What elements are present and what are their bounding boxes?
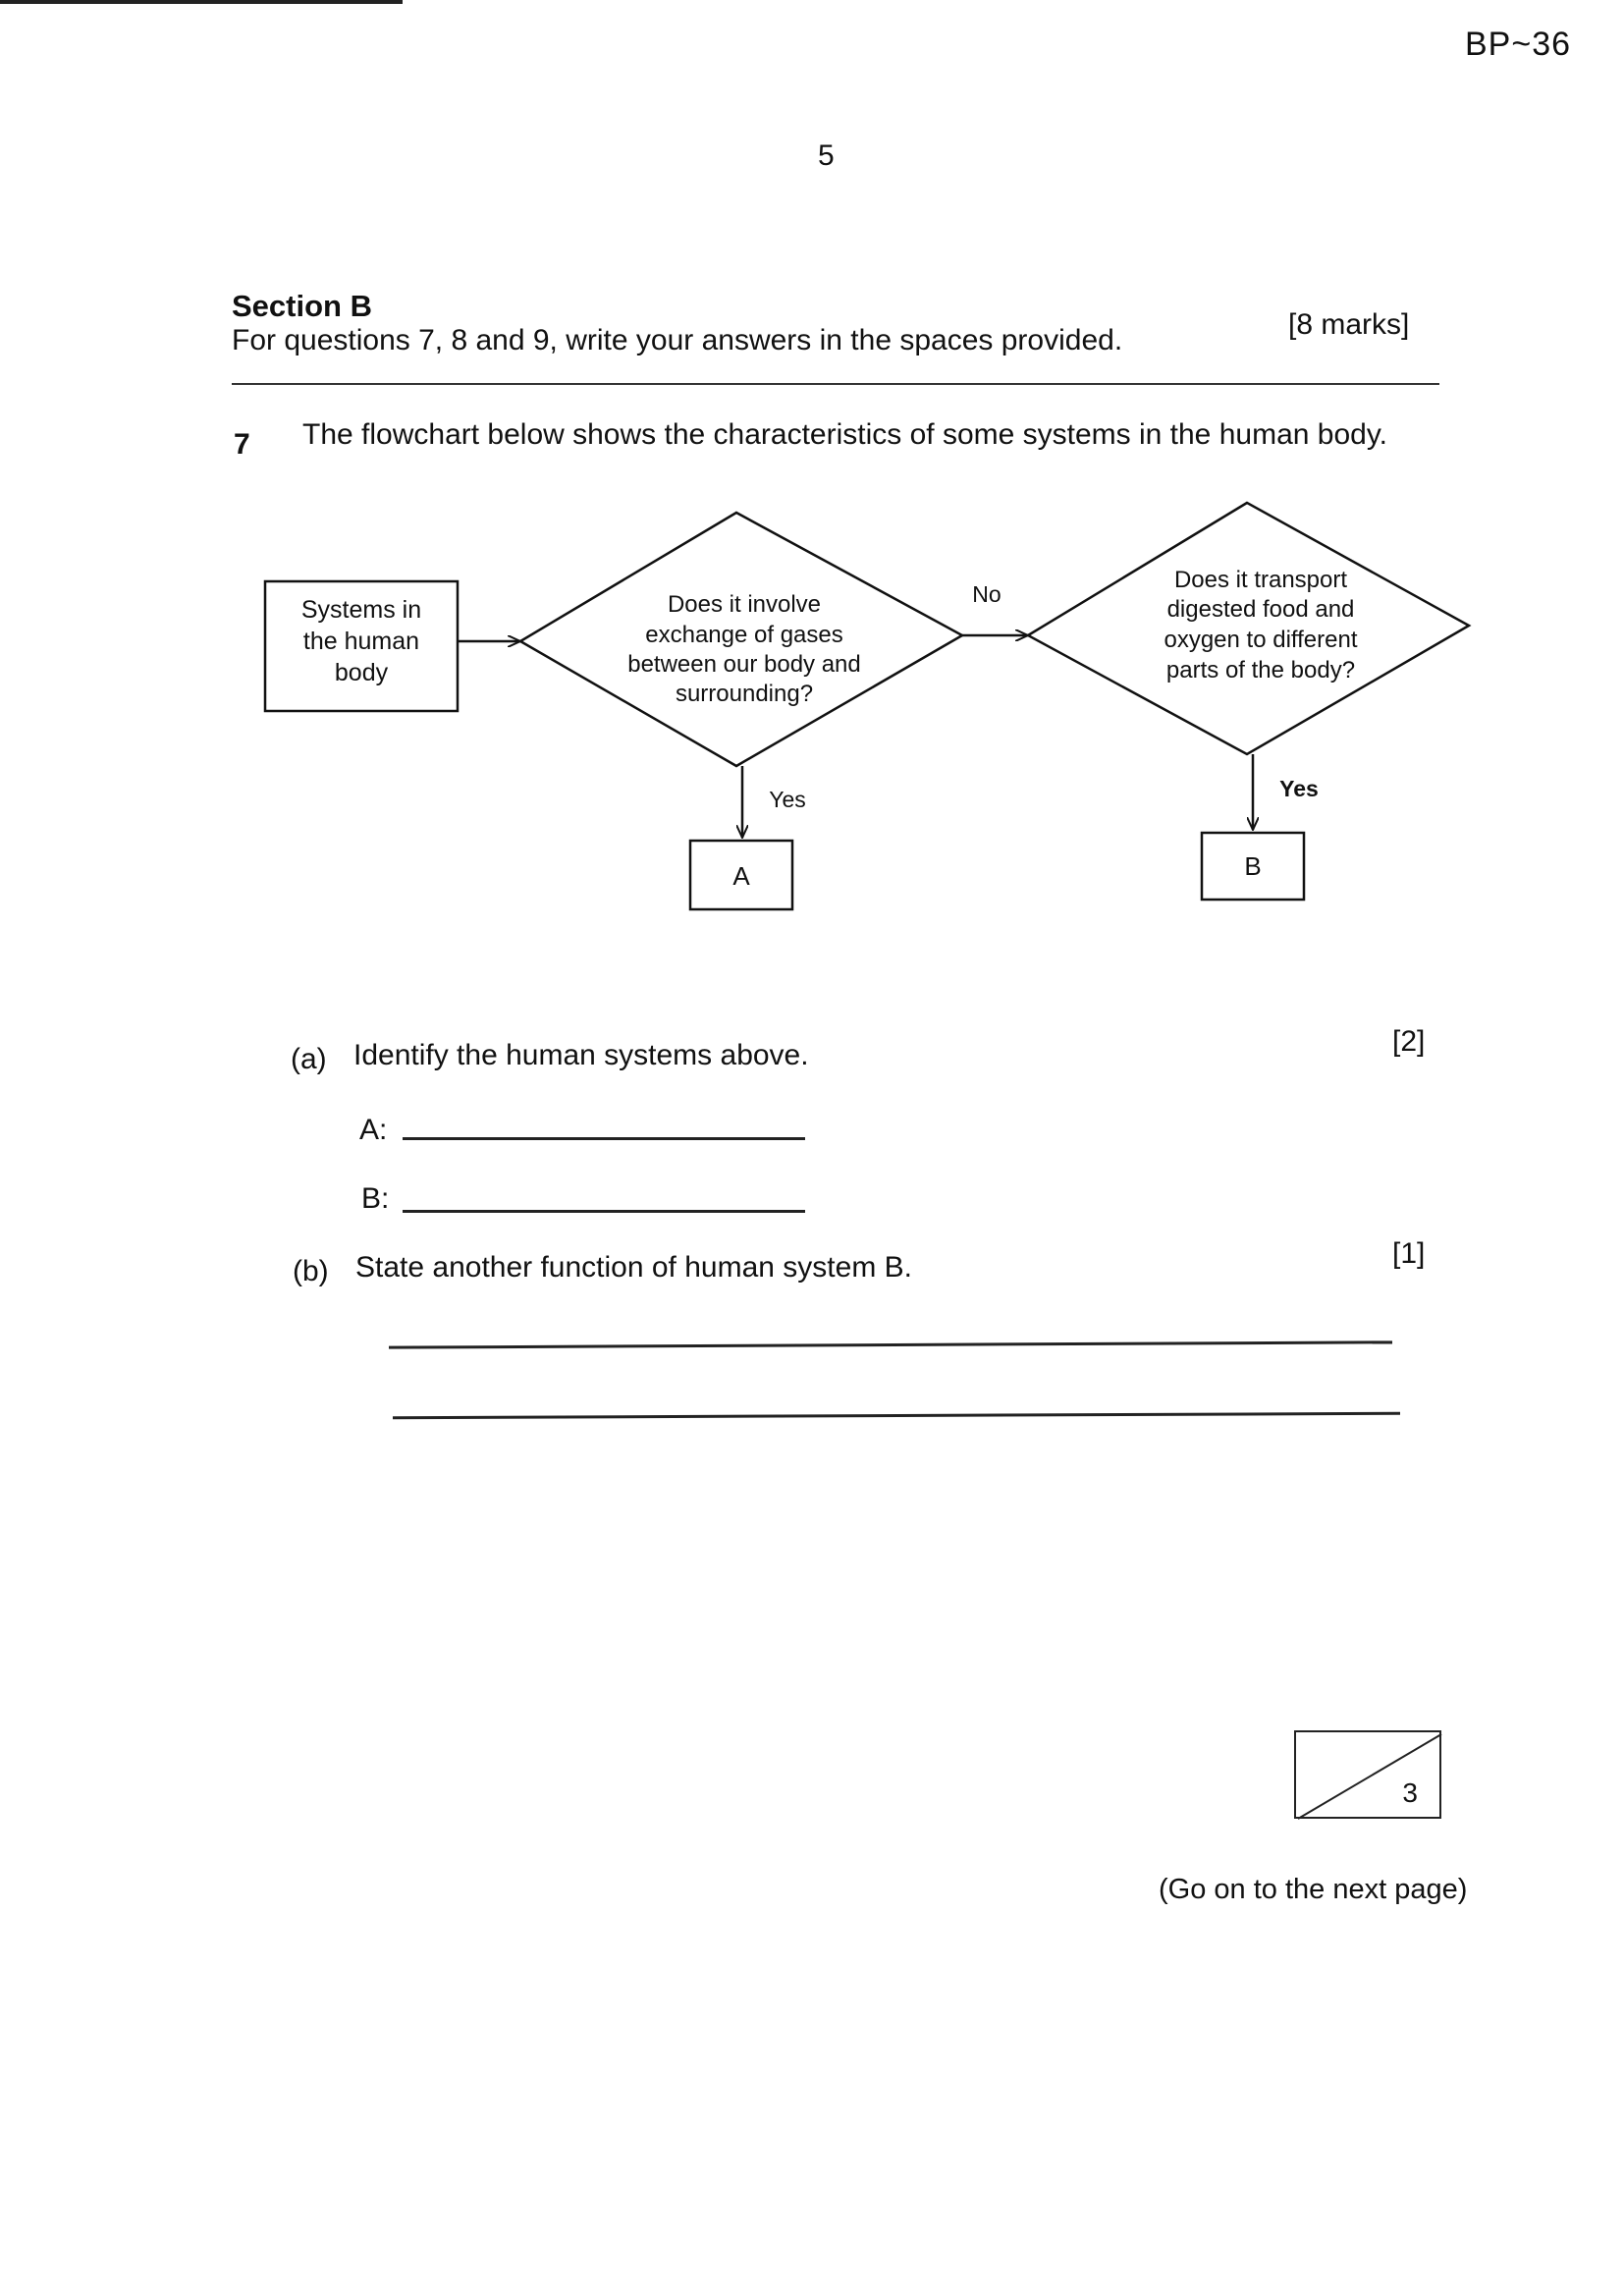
top-edge-rule	[0, 0, 403, 4]
score-box-diagonal	[1296, 1732, 1443, 1821]
answer-a-line[interactable]	[403, 1137, 805, 1140]
no-label: No	[972, 581, 1001, 607]
score-total: 3	[1402, 1777, 1418, 1808]
answer-a-label: A:	[359, 1114, 388, 1146]
decision1-line-2: exchange of gases	[645, 622, 843, 648]
question-text: The flowchart below shows the characteristics of some systems in the human body.	[302, 418, 1387, 451]
yes1-label: Yes	[769, 787, 806, 812]
decision1-line-1: Does it involve	[667, 591, 822, 618]
part-a-text: Identify the human systems above.	[353, 1039, 809, 1071]
answer-b-label: B:	[361, 1182, 390, 1215]
score-box	[1294, 1730, 1441, 1819]
paper-code: BP~36	[1465, 26, 1572, 63]
flowchart	[245, 491, 1502, 933]
decision2-line-2: digested food and	[1166, 596, 1355, 623]
start-box-line-1: Systems in	[300, 596, 422, 624]
section-divider	[232, 383, 1439, 385]
decision1-line-3: between our body and	[627, 651, 861, 678]
section-marks: [8 marks]	[1288, 308, 1410, 341]
part-a-marks: [2]	[1392, 1025, 1426, 1058]
answer-b-line[interactable]	[403, 1210, 805, 1213]
decision2-line-1: Does it transport	[1173, 567, 1348, 593]
section-instruction: For questions 7, 8 and 9, write your answers in the spaces provided.	[232, 324, 1123, 356]
decision1-line-4: surrounding?	[675, 681, 814, 707]
section-title: Section B	[232, 289, 372, 323]
part-b-text: State another function of human system B.	[355, 1251, 912, 1284]
part-b-label: (b)	[293, 1255, 329, 1287]
decision2-line-4: parts of the body?	[1165, 657, 1356, 683]
answer-box-a-label: A	[732, 861, 750, 891]
start-box-line-2: the human	[302, 628, 420, 655]
part-a-label: (a)	[291, 1043, 327, 1075]
start-box-line-3: body	[334, 659, 389, 686]
answer-line-b2[interactable]	[393, 1412, 1400, 1419]
part-b-marks: [1]	[1392, 1237, 1426, 1270]
page-number: 5	[818, 139, 835, 172]
question-number: 7	[234, 428, 250, 461]
go-on-note: (Go on to the next page)	[1159, 1874, 1468, 1905]
answer-line-b1[interactable]	[389, 1340, 1392, 1348]
answer-box-b-label: B	[1244, 851, 1262, 881]
yes2-label: Yes	[1279, 776, 1319, 801]
decision2-line-3: oxygen to different	[1164, 627, 1358, 653]
